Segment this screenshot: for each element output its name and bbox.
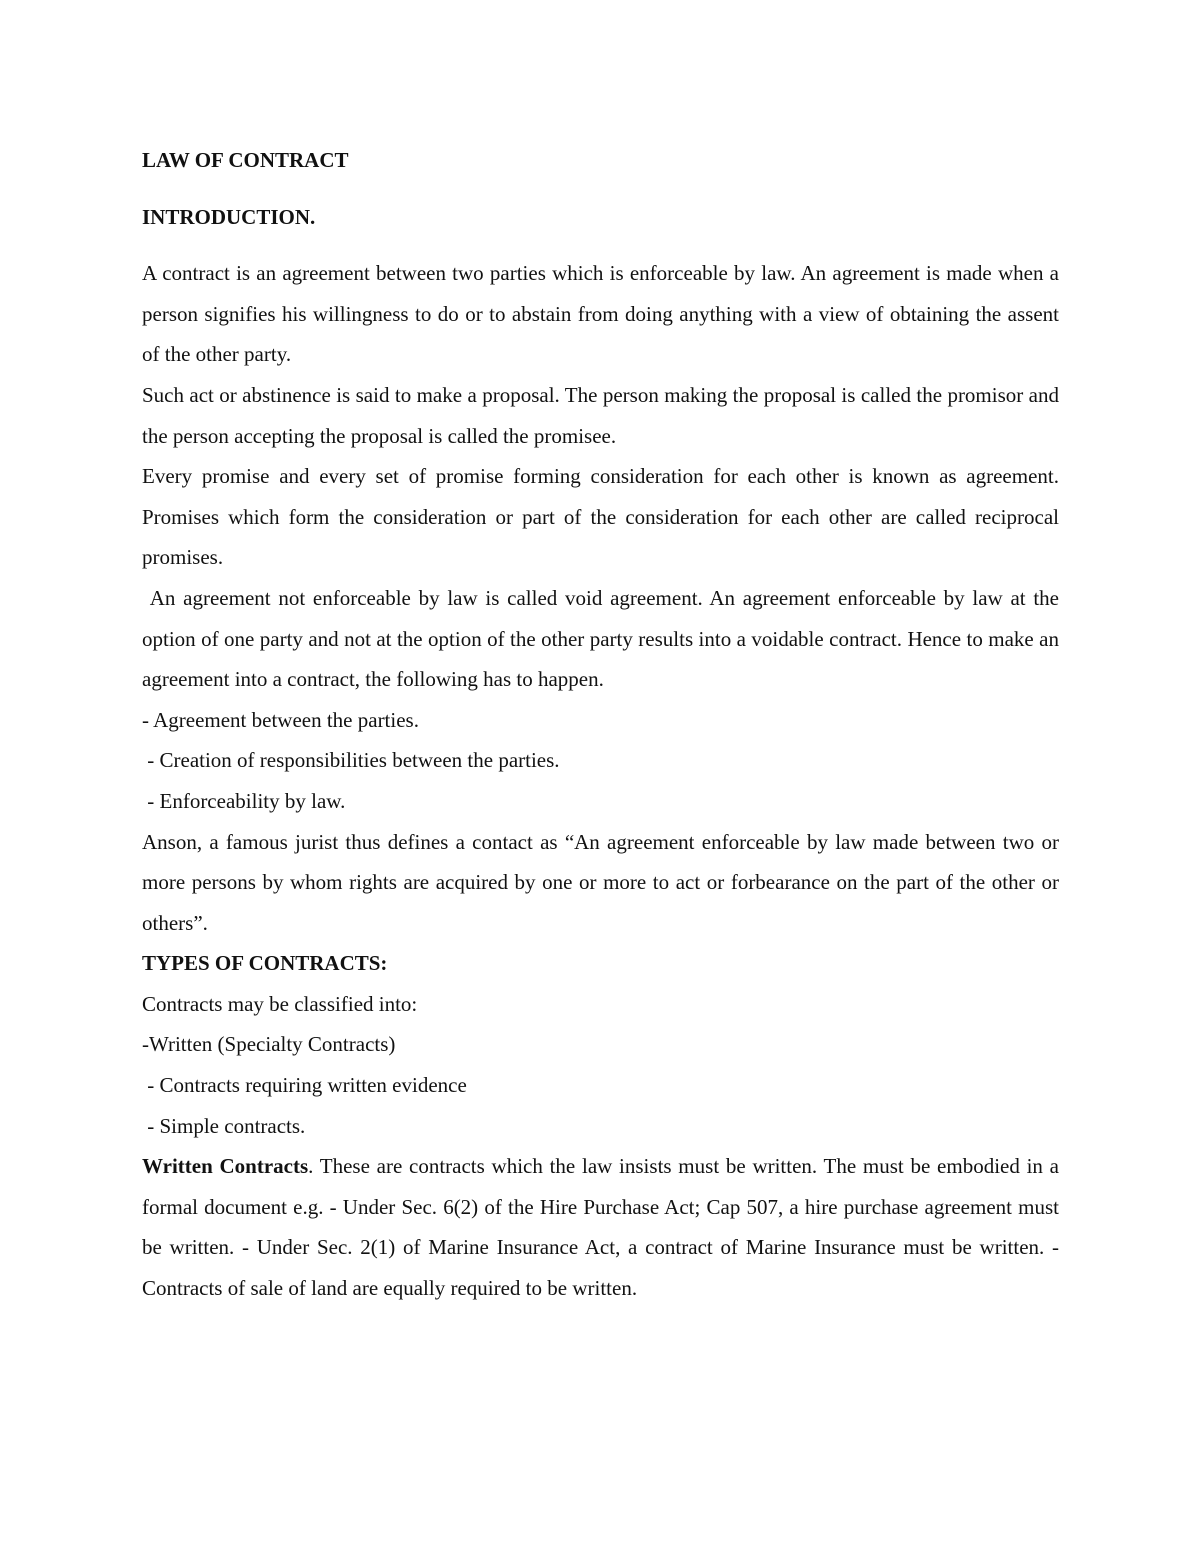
type-item: -Written (Specialty Contracts) <box>142 1032 396 1057</box>
intro-paragraph-proposal: Such act or abstinence is said to make a proposal. The person making the proposal is called the promisor and the person accepting the proposal is called the promisee. <box>142 382 1059 448</box>
types-heading: TYPES OF CONTRACTS: <box>142 951 388 976</box>
document-page <box>142 140 1065 1309</box>
written-contracts-label: Written Contracts <box>142 1154 309 1179</box>
intro-paragraph-definition: A contract is an agreement between two parties which is enforceable by law. An agreement is made when a person signifies his willingness to do or to abstain from doing anything with a view of obtaining the assent of the other party. <box>142 261 1059 367</box>
requirement-item: - Creation of responsibilities between the parties. <box>142 748 560 773</box>
intro-paragraph-agreement: Every promise and every set of promise forming consideration for each other is known as agreement. Promises which form the consideration or part of the consideration for each other are called reciprocal promises. <box>142 464 1059 570</box>
written-contracts-paragraph <box>142 1146 1059 1308</box>
introduction-heading: INTRODUCTION. <box>142 204 316 229</box>
anson-definition-paragraph: Anson, a famous jurist thus defines a contact as “An agreement enforceable by law made between two or more persons by whom rights are acquired by one or more to act or forbearance on the part of the other or others”. <box>142 829 1059 935</box>
types-intro: Contracts may be classified into: <box>142 991 418 1016</box>
type-item: - Contracts requiring written evidence <box>142 1073 467 1098</box>
written-contracts-text: . These are contracts which the law insists must be written. The must be embodied in a formal document e.g. - Under Sec. 6(2) of the Hire Purchase Act; Cap 507, a hire purchase agreement must be written. - Under Sec. 2(1) of Marine Insurance Act, a contract of Marine Insurance must be written. - Contracts of sale of land are equally required to be written. <box>142 1154 1059 1301</box>
intro-paragraph-void: An agreement not enforceable by law is called void agreement. An agreement enforceable by law at the option of one party and not at the option of the other party results into a voidable contract. Hence to make an agreement into a contract, the following has to happen. <box>142 585 1065 692</box>
document-title: LAW OF CONTRACT <box>142 148 349 172</box>
type-item: - Simple contracts. <box>142 1113 306 1138</box>
requirement-item: - Agreement between the parties. <box>142 707 419 732</box>
requirement-item: - Enforceability by law. <box>142 788 346 813</box>
